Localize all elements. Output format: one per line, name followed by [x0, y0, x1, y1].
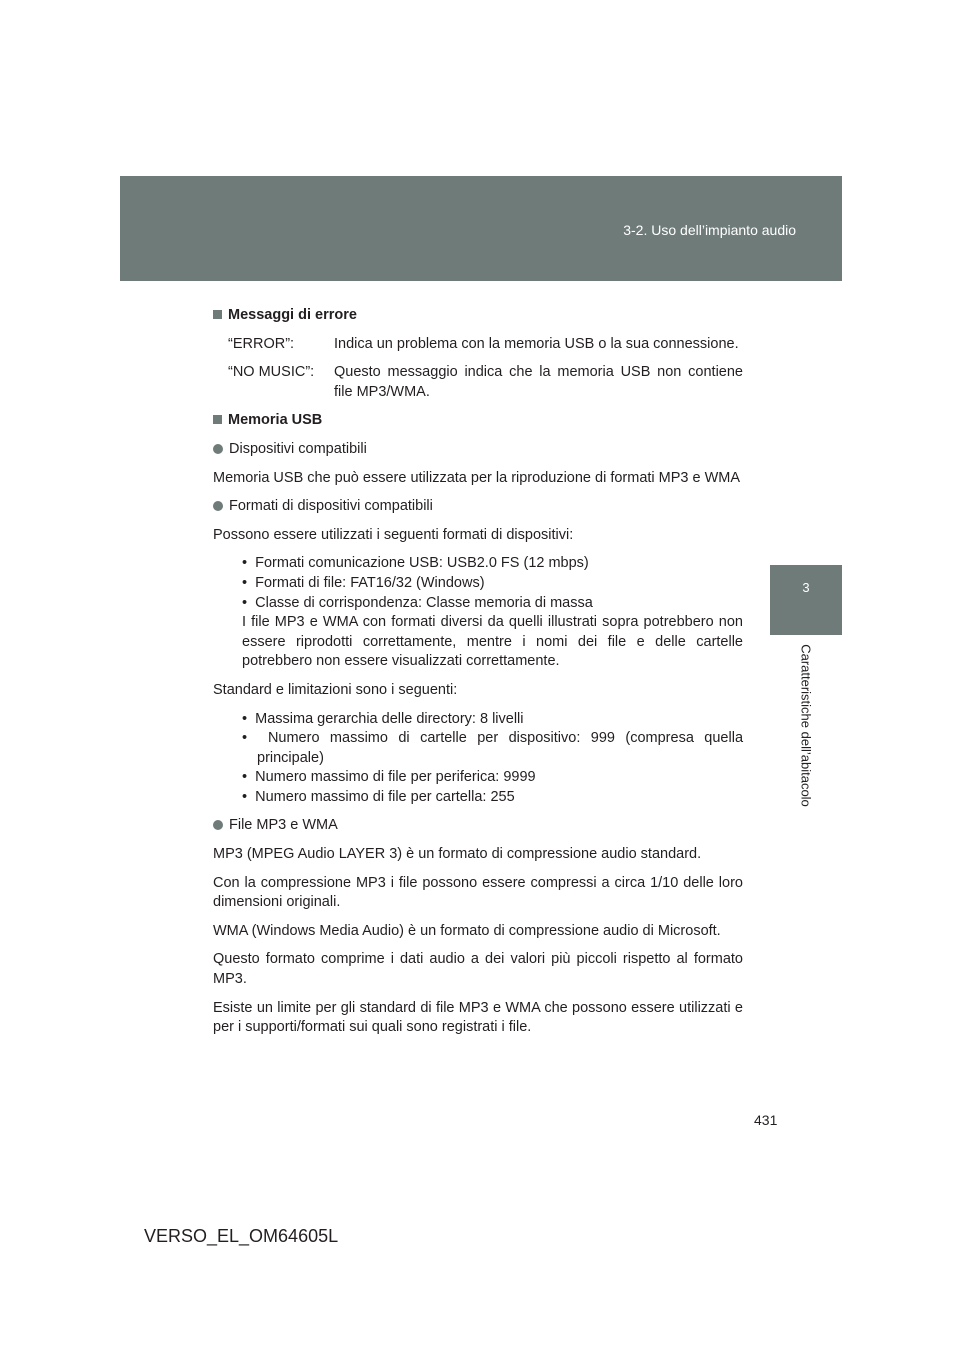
square-bullet-icon	[213, 415, 222, 424]
list-item: • Numero massimo di cartelle per dispositivo: 999 (compresa quella principale)	[242, 730, 744, 766]
error-description: Indica un problema con la memoria USB o la sua connessione.	[334, 335, 739, 352]
error-key: “NO MUSIC”:	[228, 364, 315, 381]
document-id: VERSO_EL_OM64605L	[144, 1226, 339, 1246]
circle-bullet-icon	[213, 820, 223, 830]
list-item: • Numero massimo di file per periferica: 9999	[242, 769, 536, 786]
error-key: “ERROR”:	[228, 335, 295, 352]
chapter-tab	[770, 565, 842, 635]
list-item: • Massima gerarchia delle directory: 8 livelli	[242, 710, 524, 727]
page-content	[213, 306, 743, 1047]
formats-note: I file MP3 e WMA con formati diversi da quelli illustrati sopra potrebbero non essere riprodotti correttamente, mentre i nomi dei file e delle cartelle potrebbero non essere visualizzati correttamente.	[242, 614, 743, 670]
page-number: 431	[754, 1112, 778, 1128]
files-subheading: File MP3 e WMA	[213, 816, 743, 836]
limits-intro: Standard e limitazioni sono i seguenti:	[213, 681, 458, 698]
header-band	[120, 176, 842, 281]
files-paragraph: Con la compressione MP3 i file possono essere compressi a circa 1/10 delle loro dimensioni originali.	[213, 874, 743, 911]
circle-bullet-icon	[213, 501, 223, 511]
list-item: • Numero massimo di file per cartella: 255	[242, 788, 515, 805]
errors-heading: Messaggi di errore	[213, 306, 743, 326]
square-bullet-icon	[213, 310, 222, 319]
list-item: • Classe di corrispondenza: Classe memoria di massa	[242, 594, 593, 611]
files-paragraph: MP3 (MPEG Audio LAYER 3) è un formato di compressione audio standard.	[213, 846, 702, 863]
section-title: 3-2. Uso dell’impianto audio	[623, 222, 796, 238]
devices-text: Memoria USB che può essere utilizzata per la riproduzione di formati MP3 e WMA	[213, 469, 741, 486]
error-message-row	[228, 335, 743, 355]
formats-subheading: Formati di dispositivi compatibili	[213, 497, 743, 517]
usb-heading: Memoria USB	[213, 411, 743, 431]
list-item: • Formati comunicazione USB: USB2.0 FS (12 mbps)	[242, 555, 589, 572]
files-paragraph: Esiste un limite per gli standard di file MP3 e WMA che possono essere utilizzati e per i supporti/formati sui quali sono registrati i file.	[213, 999, 743, 1036]
circle-bullet-icon	[213, 444, 223, 454]
error-description: Questo messaggio indica che la memoria USB non contiene file MP3/WMA.	[334, 364, 743, 400]
devices-subheading: Dispositivi compatibili	[213, 440, 743, 460]
files-paragraph: WMA (Windows Media Audio) è un formato di compressione audio di Microsoft.	[213, 922, 721, 939]
chapter-number: 3	[802, 580, 810, 595]
files-paragraph: Questo formato comprime i dati audio a dei valori più piccoli rispetto al formato MP3.	[213, 951, 743, 988]
formats-intro: Possono essere utilizzati i seguenti formati di dispositivi:	[213, 526, 574, 543]
error-message-row	[228, 363, 743, 402]
chapter-label: Caratteristiche dell’abitacolo	[798, 644, 814, 807]
list-item: • Formati di file: FAT16/32 (Windows)	[242, 574, 485, 591]
